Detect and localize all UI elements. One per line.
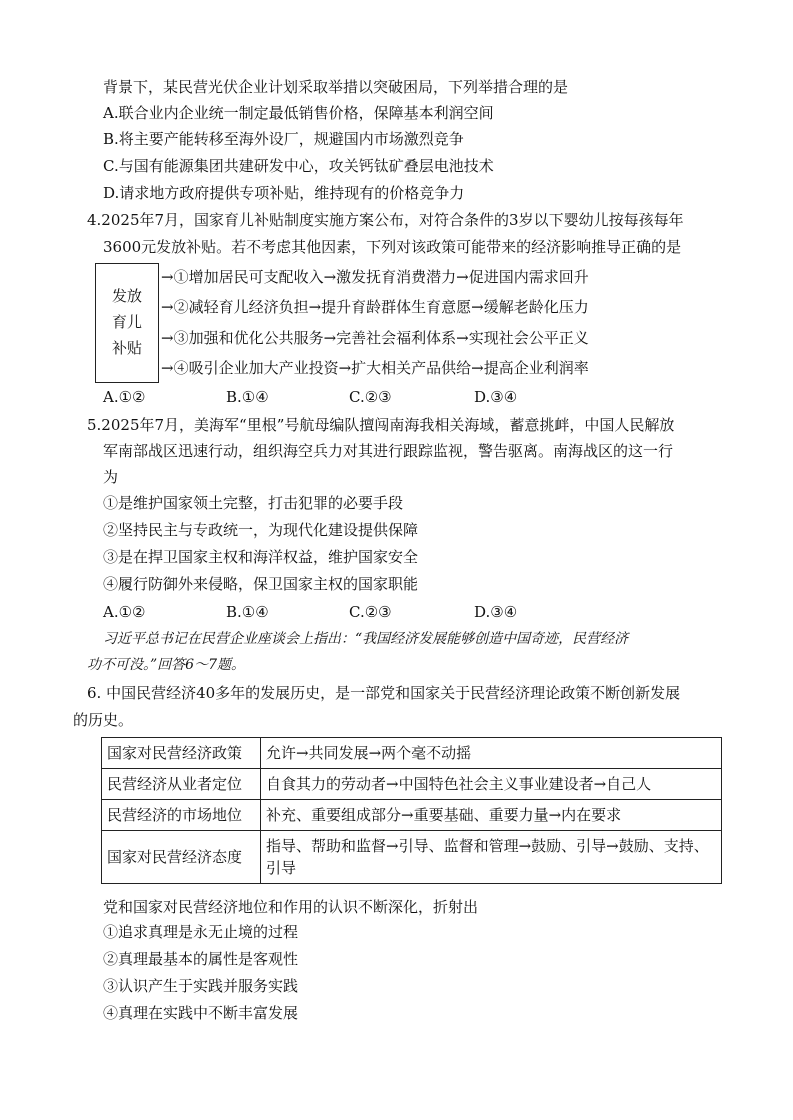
q4-chain-3: →③加强和优化公共服务→完善社会福利体系→实现社会公平正义 <box>161 329 589 347</box>
q5-stem-line-1: 5.2025年7月，美海军“里根”号航母编队擅闯南海我相关海域，蓄意挑衅，中国人民解放 <box>87 416 675 434</box>
q4-chain-2: →②减轻育儿经济负担→提升育龄群体生育意愿→缓解老龄化压力 <box>161 298 589 316</box>
table-cell-key: 民营经济从业者定位 <box>102 769 261 800</box>
q5-answer-d: D.③④ <box>474 603 518 621</box>
q3-option-c: C.与国有能源集团共建研发中心，攻关钙钛矿叠层电池技术 <box>103 157 494 175</box>
q4-chain-1: →①增加居民可支配收入→激发抚育消费潜力→促进国内需求回升 <box>161 268 589 286</box>
q4-answer-a: A.①② <box>103 388 146 406</box>
table-cell-key: 国家对民营经济态度 <box>102 831 261 884</box>
q6-statement-3: ③认识产生于实践并服务实践 <box>103 977 299 995</box>
q4-stem-line-1: 4.2025年7月，国家育儿补贴制度实施方案公布，对符合条件的3岁以下婴幼儿按每孩每年 <box>87 211 684 229</box>
subsidy-box-line: 补贴 <box>111 339 142 357</box>
table-cell-key: 国家对民营经济政策 <box>102 738 261 769</box>
q3-option-b: B.将主要产能转移至海外设厂，规避国内市场激烈竞争 <box>103 130 464 148</box>
q5-stem-line-3: 为 <box>103 468 119 486</box>
material-line-2: 功不可没。”回答6～7题。 <box>87 657 245 673</box>
subsidy-box-line: 发放 <box>111 287 142 305</box>
q5-stem-line-2: 军南部战区迅速行动，组织海空兵力对其进行跟踪监视，警告驱离。南海战区的这一行 <box>103 442 674 460</box>
table-row <box>102 738 722 769</box>
q6-stem-line-1: 6. 中国民营经济40多年的发展历史，是一部党和国家关于民营经济理论政策不断创新发展 <box>87 684 681 702</box>
table-row <box>102 800 722 831</box>
q4-answer-d: D.③④ <box>474 388 518 406</box>
policy-table <box>101 737 722 884</box>
q6-statement-2: ②真理最基本的属性是客观性 <box>103 950 299 968</box>
q5-statement-4: ④履行防御外来侵略，保卫国家主权的国家职能 <box>103 575 419 593</box>
q6-stem-line-2: 的历史。 <box>73 711 134 729</box>
q6-question: 党和国家对民营经济地位和作用的认识不断深化，折射出 <box>103 898 479 916</box>
subsidy-box <box>95 263 159 383</box>
q5-statement-2: ②坚持民主与专政统一，为现代化建设提供保障 <box>103 521 419 539</box>
table-cell-value: 指导、帮助和监督→引导、监督和管理→鼓励、引导→鼓励、支持、引导 <box>261 831 722 884</box>
table-cell-value: 补充、重要组成部分→重要基础、重要力量→内在要求 <box>261 800 722 831</box>
q5-answer-b: B.①④ <box>226 603 269 621</box>
q4-answer-b: B.①④ <box>226 388 269 406</box>
table-cell-value: 允许→共同发展→两个毫不动摇 <box>261 738 722 769</box>
q4-chain-4: →④吸引企业加大产业投资→扩大相关产品供给→提高企业利润率 <box>161 359 589 377</box>
q3-option-a: A.联合业内企业统一制定最低销售价格，保障基本利润空间 <box>103 104 494 122</box>
table-row <box>102 769 722 800</box>
q3-stem-tail: 背景下，某民营光伏企业计划采取举措以突破困局，下列举措合理的是 <box>103 78 569 96</box>
table-row <box>102 831 722 884</box>
q6-statement-1: ①追求真理是永无止境的过程 <box>103 923 299 941</box>
table-cell-value: 自食其力的劳动者→中国特色社会主义事业建设者→自己人 <box>261 769 722 800</box>
q5-statement-3: ③是在捍卫国家主权和海洋权益，维护国家安全 <box>103 548 419 566</box>
q4-stem-line-2: 3600元发放补贴。若不考虑其他因素，下列对该政策可能带来的经济影响推导正确的是 <box>103 238 682 256</box>
q5-answer-a: A.①② <box>103 603 146 621</box>
table-cell-key: 民营经济的市场地位 <box>102 800 261 831</box>
q4-answer-c: C.②③ <box>349 388 392 406</box>
material-line-1: 习近平总书记在民营企业座谈会上指出：“我国经济发展能够创造中国奇迹，民营经济 <box>103 631 629 647</box>
q3-option-d: D.请求地方政府提供专项补贴，维持现有的价格竞争力 <box>103 184 465 202</box>
subsidy-box-line: 育儿 <box>111 313 142 331</box>
q5-statement-1: ①是维护国家领土完整，打击犯罪的必要手段 <box>103 494 404 512</box>
q6-statement-4: ④真理在实践中不断丰富发展 <box>103 1004 299 1022</box>
q5-answer-c: C.②③ <box>349 603 392 621</box>
